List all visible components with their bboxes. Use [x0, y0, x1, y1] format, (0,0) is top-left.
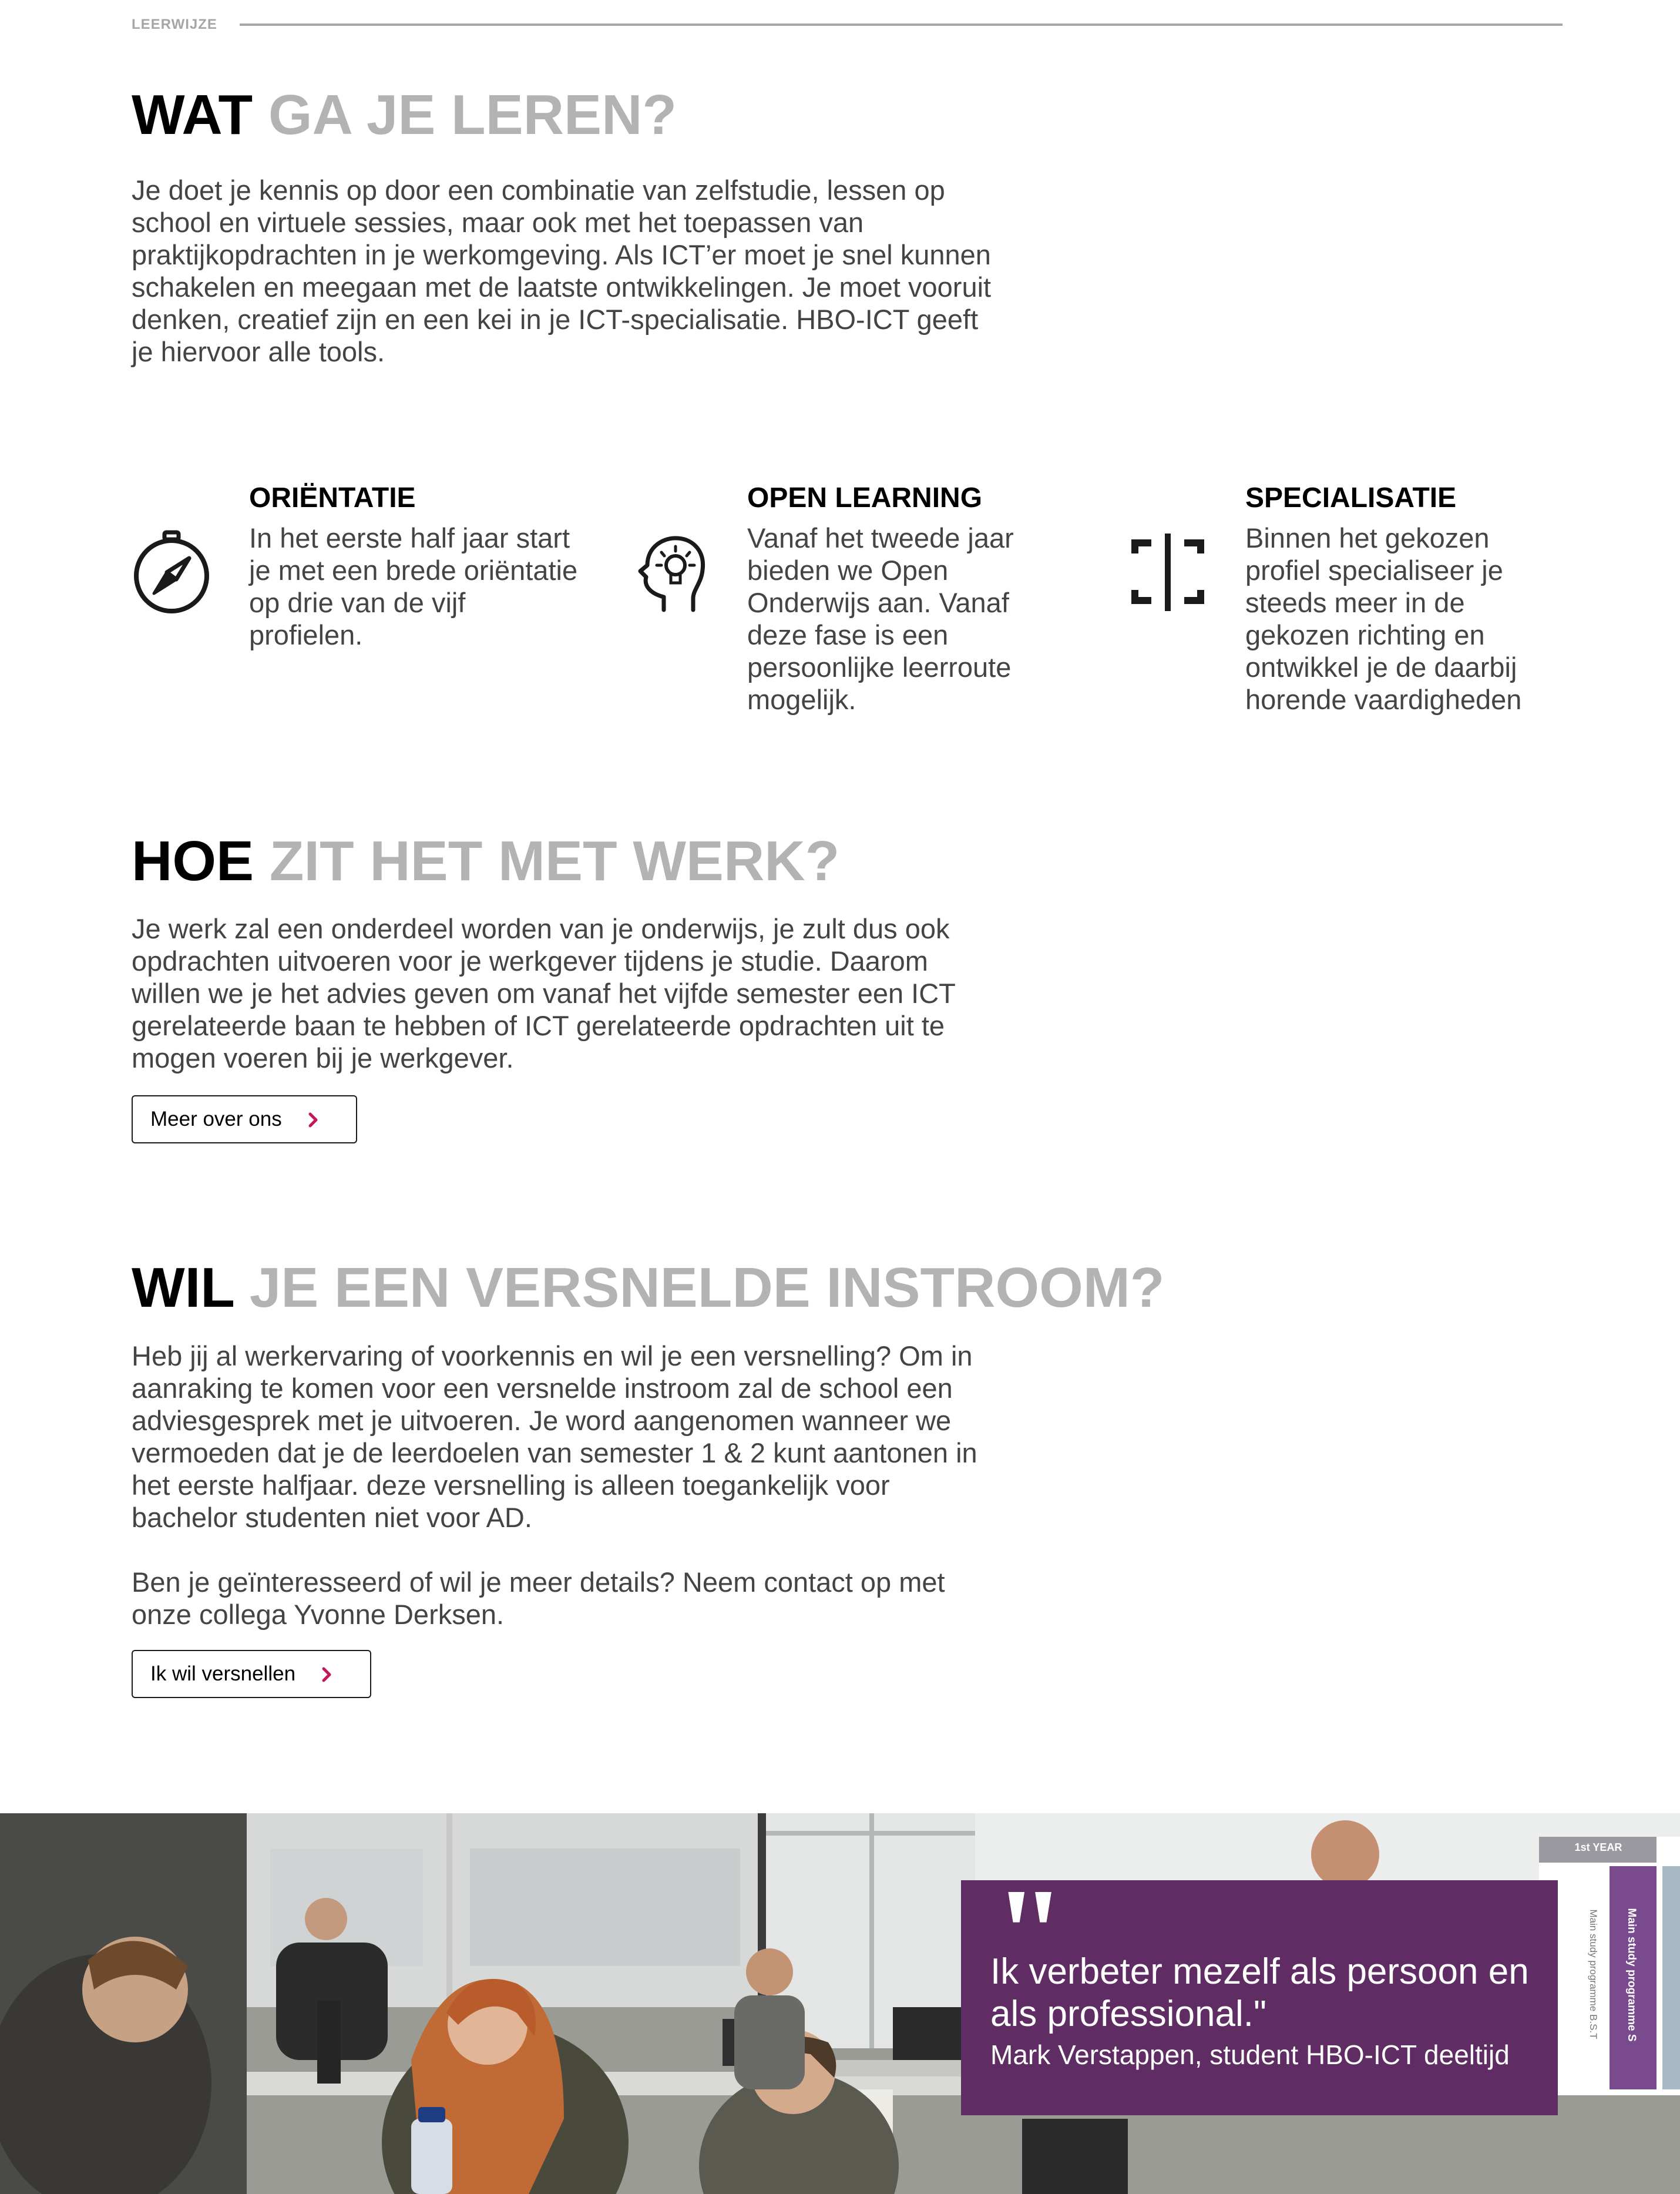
testimonial-quote: [961, 1861, 1558, 2115]
feature-open-learning: [630, 482, 1088, 729]
feature-text: In het eerste half jaar start je met een brede oriëntatie op drie van de vijf profielen.: [249, 522, 578, 650]
board-header: 1st YEAR: [1574, 1841, 1622, 1853]
section-label-text: LEERWIJZE: [132, 16, 217, 32]
ik-wil-versnellen-button[interactable]: [132, 1650, 371, 1698]
chevron-right-icon: [318, 1665, 335, 1683]
feature-title: OPEN LEARNING: [747, 482, 983, 514]
feature-orientatie: [132, 482, 590, 729]
learn-paragraph: Je doet je kennis op door een combinatie van zelfstudie, lessen op school en virtuele sessies, maar ook met het toepassen van praktijkopdrachten in je werkomgeving. Als ICT’er moet je snel kunnen schakelen en meegaan met de laatste ontwikkelingen. Je moet vooruit denken, creatief zijn en een kei in je ICT-specialisatie. HBO-ICT geeft je hiervoor alle tools.: [132, 175, 992, 367]
fast-track-heading-dark: WIL: [132, 1256, 234, 1319]
feature-text: Vanaf het tweede jaar bieden we Open Onderwijs aan. Vanaf deze fase is een persoonlijke leerroute mogelijk.: [747, 522, 1014, 715]
chevron-right-icon: [304, 1111, 322, 1128]
fast-track-contact-paragraph: Ben je geïnteresseerd of wil je meer details? Neem contact op met onze collega Yvonne Derksen.: [132, 1566, 945, 1630]
feature-text: Binnen het gekozen profiel specialiseer je steeds meer in de gekozen richting en ontwikkel je de daarbij horende vaardigheden: [1245, 522, 1522, 715]
learn-heading-light: GA JE LEREN?: [268, 83, 677, 146]
work-paragraph: Je werk zal een onderdeel worden van je onderwijs, je zult dus ook opdrachten uitvoeren voor je werkgever tijdens je studie. Daarom willen we je het advies geven om vanaf het vijfde semester een ICT gerelateerde baan te hebben of ICT gerelateerde opdrachten uit te mogen voeren bij je werkgever.: [132, 913, 956, 1073]
learn-heading: [132, 83, 677, 146]
board-column-1: Main study programme B.S.T: [1588, 1909, 1599, 2039]
fast-track-heading: [132, 1256, 1165, 1319]
work-heading: [132, 830, 840, 893]
quote-author: Mark Verstappen, student HBO-ICT deeltijd: [990, 2039, 1510, 2070]
board-column-2: Main study programme S: [1625, 1908, 1638, 2042]
quote-mark-icon: ": [994, 1861, 1066, 2005]
feature-title: ORIËNTATIE: [249, 482, 416, 514]
section-divider: [240, 24, 1563, 26]
focus-brackets-icon: [1128, 529, 1208, 615]
compass-icon: [132, 529, 211, 615]
feature-specialisatie: [1128, 482, 1574, 729]
meer-over-ons-button[interactable]: [132, 1095, 357, 1143]
feature-title: SPECIALISATIE: [1245, 482, 1457, 514]
quote-text: Ik verbeter mezelf als persoon en als professional.": [990, 1951, 1529, 2034]
head-lightbulb-icon: [630, 529, 710, 615]
work-heading-light: ZIT HET MET WERK?: [269, 830, 840, 893]
section-label: [132, 16, 1563, 33]
learn-heading-dark: WAT: [132, 83, 253, 146]
fast-track-heading-light: JE EEN VERSNELDE INSTROOM?: [249, 1256, 1165, 1319]
fast-track-paragraph: Heb jij al werkervaring of voorkennis en wil je een versnelling? Om in aanraking te komen voor een versnelde instroom zal de school een adviesgesprek met je uitvoeren. Je word aangenomen wanneer we vermoeden dat je de leerdoelen van semester 1 & 2 kunt aantonen in het eerste halfjaar. deze versnelling is alleen toegankelijk voor bachelor studenten niet voor AD.: [132, 1340, 977, 1533]
button-label: Meer over ons: [150, 1108, 282, 1130]
work-heading-dark: HOE: [132, 830, 254, 893]
button-label: Ik wil versnellen: [150, 1662, 296, 1685]
